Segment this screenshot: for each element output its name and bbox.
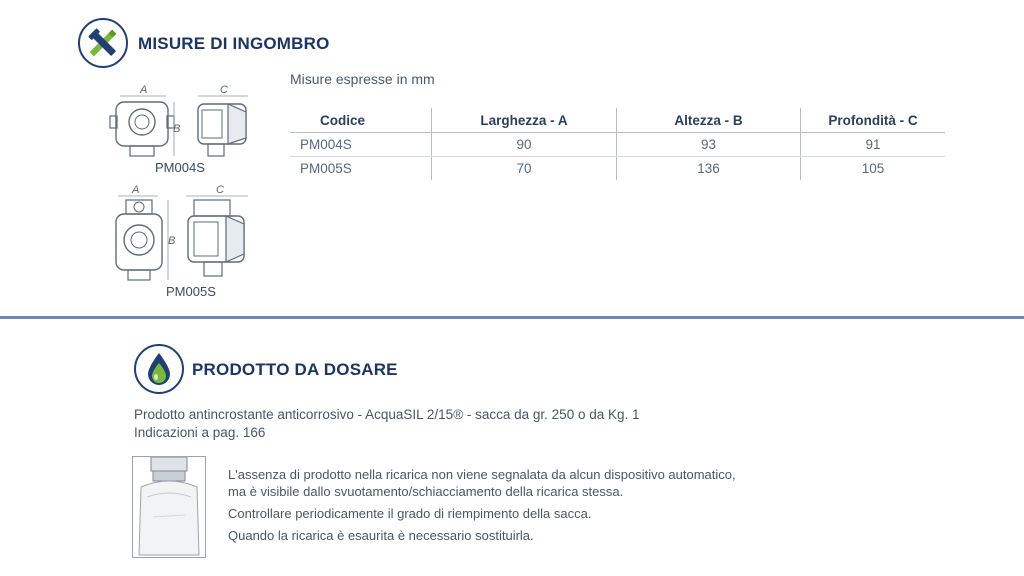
refill-bag-image bbox=[132, 456, 206, 558]
header-larghezza: Larghezza - A bbox=[432, 108, 617, 133]
pm005s-drawing bbox=[110, 182, 260, 290]
header-profondita: Profondità - C bbox=[801, 108, 946, 133]
cell-depth: 91 bbox=[801, 133, 946, 157]
pm005s-label: PM005S bbox=[166, 284, 216, 299]
product-notes bbox=[228, 466, 736, 544]
header-codice: Codice bbox=[290, 108, 432, 133]
note-line: ma è visibile dallo svuotamento/schiacciamento della ricarica stessa. bbox=[228, 484, 624, 499]
svg-text:C: C bbox=[220, 84, 228, 96]
cell-depth: 105 bbox=[801, 157, 946, 181]
note-line: Quando la ricarica è esaurita è necessario sostituirla. bbox=[228, 528, 534, 543]
cell-height: 93 bbox=[617, 133, 801, 157]
cell-code: PM004S bbox=[290, 133, 432, 157]
section-title-product: PRODOTTO DA DOSARE bbox=[192, 360, 398, 379]
cell-width: 70 bbox=[432, 157, 617, 181]
svg-text:C: C bbox=[216, 184, 224, 196]
note-line: L'assenza di prodotto nella ricarica non viene segnalata da alcun dispositivo automatico, bbox=[228, 467, 736, 482]
dimensions-table bbox=[290, 108, 945, 180]
cell-width: 90 bbox=[432, 133, 617, 157]
note-line: Controllare periodicamente il grado di riempimento della sacca. bbox=[228, 506, 592, 521]
pm004s-drawing bbox=[100, 82, 260, 162]
tools-icon bbox=[78, 18, 128, 68]
svg-text:B: B bbox=[168, 235, 176, 247]
svg-text:B: B bbox=[173, 123, 181, 135]
table-header-row bbox=[290, 108, 945, 133]
table-row bbox=[290, 157, 945, 181]
table-row bbox=[290, 133, 945, 157]
product-reference: Indicazioni a pag. 166 bbox=[134, 425, 266, 440]
cell-code: PM005S bbox=[300, 161, 352, 176]
pm004s-label: PM004S bbox=[155, 160, 205, 175]
product-description: Prodotto antincrostante anticorrosivo - AcquaSIL 2/15® - sacca da gr. 250 o da Kg. 1 bbox=[134, 407, 640, 422]
header-altezza: Altezza - B bbox=[617, 108, 801, 133]
svg-text:A: A bbox=[132, 184, 140, 196]
section-divider bbox=[0, 316, 1024, 319]
units-subtitle: Misure espresse in mm bbox=[290, 71, 435, 87]
svg-text:A: A bbox=[140, 84, 148, 96]
water-drop-icon bbox=[134, 344, 184, 394]
section-title-dimensions: MISURE DI INGOMBRO bbox=[138, 34, 330, 53]
cell-height: 136 bbox=[617, 157, 801, 181]
